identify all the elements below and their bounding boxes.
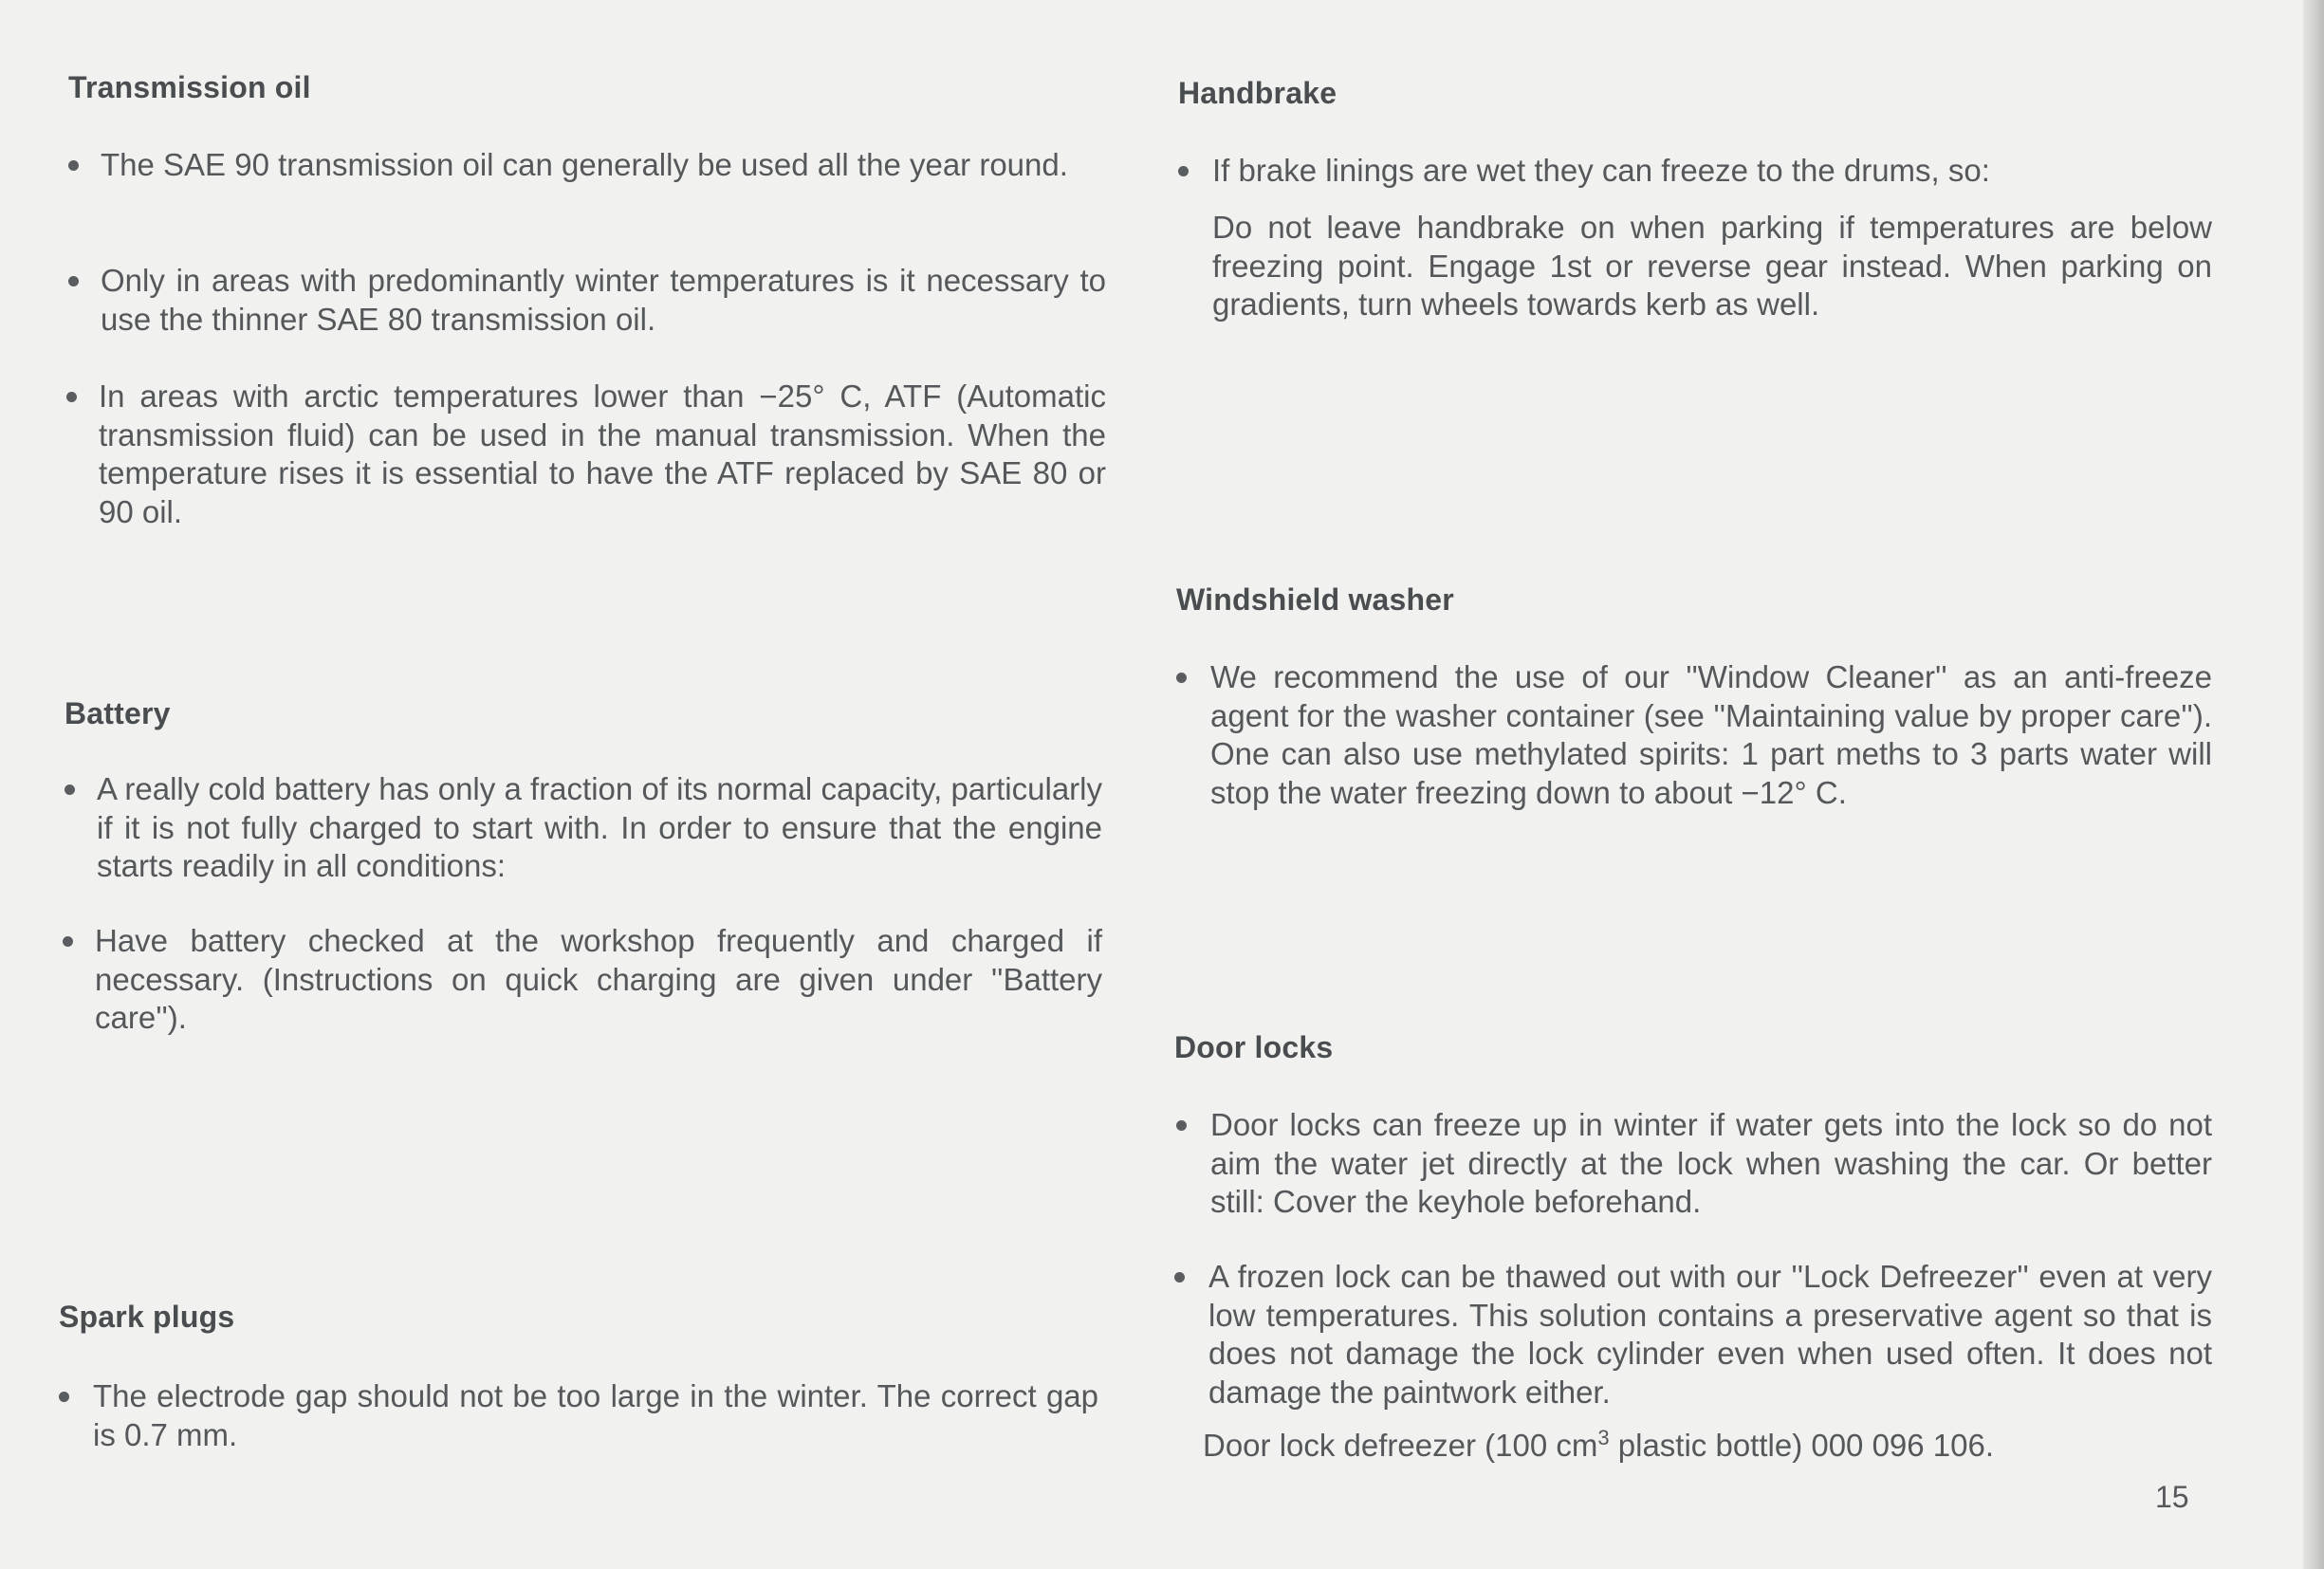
note-suffix: plastic bottle) 000 096 106.	[1609, 1428, 1995, 1463]
bullet-item	[66, 378, 1106, 531]
bullet-text: A really cold battery has only a fraction of its normal capacity, particularly if it is not fully charged to start with. In order to ensure that the engine starts readily in all conditions:	[97, 771, 1102, 883]
bullet-text: Have battery checked at the workshop frequently and charged if necessary. (Instructions on quick charging are given under ''Battery care'').	[95, 923, 1102, 1035]
bullet-item	[1178, 152, 2212, 191]
handbrake-paragraph: Do not leave handbrake on when parking if temperatures are below freezing point. Engage 1st or reverse gear instead. When parking on gradients, turn wheels towards kerb as well.	[1212, 210, 2212, 322]
bullet-dot-icon	[59, 1392, 69, 1402]
section-heading: Windshield washer	[1176, 582, 1454, 617]
bullet-item	[68, 146, 1106, 185]
bullet-text: If brake linings are wet they can freeze to the drums, so:	[1212, 153, 1990, 188]
bullet-text: The SAE 90 transmission oil can generally be used all the year round.	[101, 147, 1068, 182]
bullet-text: In areas with arctic temperatures lower than −25° C, ATF (Automatic transmission fluid) can be used in the manual transmission. When the temperature rises it is essential to have the ATF replaced by SAE 80 or 90 oil.	[99, 378, 1106, 529]
bullet-text: Only in areas with predominantly winter temperatures is it necessary to use the thinner SAE 80 transmission oil.	[101, 263, 1106, 337]
section-heading: Spark plugs	[59, 1300, 235, 1334]
bullet-item	[1176, 658, 2212, 812]
section-heading: Handbrake	[1178, 76, 1337, 110]
bullet-dot-icon	[1178, 166, 1189, 176]
bullet-item	[65, 770, 1102, 886]
bullet-item	[68, 262, 1106, 339]
bullet-dot-icon	[1176, 1120, 1187, 1131]
page-number: 15	[2155, 1480, 2189, 1514]
bullet-text: A frozen lock can be thawed out with our ''Lock Defreezer'' even at very low temperatures. This solution contains a preservative agent so that is does not damage the lock cylinder even when used often. It does not damage the paintwork either.	[1208, 1259, 2212, 1410]
bullet-item	[59, 1377, 1098, 1454]
bullet-dot-icon	[68, 160, 79, 171]
bullet-dot-icon	[1174, 1272, 1185, 1283]
section-heading: Door locks	[1174, 1030, 1334, 1064]
bullet-text: Door locks can freeze up in winter if water gets into the lock so do not aim the water jet directly at the lock when washing the car. Or better still: Cover the keyhole beforehand.	[1210, 1107, 2212, 1219]
bullet-text: We recommend the use of our ''Window Cleaner'' as an anti-freeze agent for the washer container (see ''Maintaining value by proper care''). One can also use methylated spirits: 1 part meths to 3 parts water will stop the water freezing down to about −12° C.	[1210, 659, 2212, 810]
bullet-dot-icon	[65, 784, 75, 795]
bullet-text: The electrode gap should not be too large in the winter. The correct gap is 0.7 mm.	[93, 1378, 1098, 1452]
door-lock-defreezer-note	[1203, 1419, 2212, 1466]
bullet-item	[1174, 1258, 2212, 1412]
bullet-item	[1176, 1106, 2212, 1222]
note-prefix: Door lock defreezer (100 cm	[1203, 1428, 1598, 1463]
note-superscript: 3	[1597, 1426, 1610, 1449]
page-edge-shadow	[2303, 0, 2324, 1569]
bullet-dot-icon	[66, 392, 77, 402]
section-heading: Transmission oil	[68, 70, 311, 104]
bullet-dot-icon	[1176, 673, 1187, 683]
bullet-dot-icon	[63, 936, 73, 947]
bullet-dot-icon	[68, 276, 79, 286]
bullet-item	[63, 922, 1102, 1038]
section-heading: Battery	[65, 696, 171, 730]
